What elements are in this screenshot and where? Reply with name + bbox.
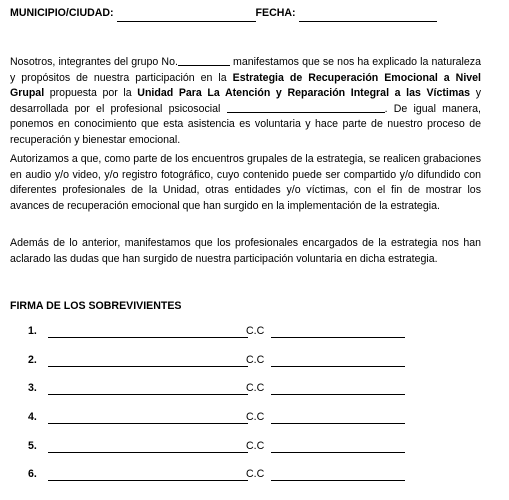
cc-label: C.C bbox=[246, 468, 265, 480]
signature-field[interactable] bbox=[48, 394, 248, 395]
row-number: 4. bbox=[28, 411, 37, 423]
para1-text-5: . De igual manera, ponemos en conocimiento que esta asistencia es voluntaria y hace parte de nuestro proceso de recuperación y bienestar emocional. bbox=[10, 102, 482, 146]
cc-label: C.C bbox=[246, 325, 265, 337]
row-number: 6. bbox=[28, 468, 37, 480]
fecha-field[interactable] bbox=[299, 9, 437, 22]
para1-text-2: manifestamos que se nos ha explicado la naturaleza y propósitos de nuestra participación en la bbox=[10, 56, 481, 84]
cc-field[interactable] bbox=[271, 480, 405, 481]
cc-label: C.C bbox=[246, 382, 265, 394]
fecha-label: FECHA: bbox=[255, 7, 296, 19]
cc-label: C.C bbox=[246, 354, 265, 366]
row-number: 5. bbox=[28, 440, 37, 452]
municipio-field[interactable] bbox=[117, 9, 256, 22]
cc-label: C.C bbox=[246, 411, 265, 423]
cc-field[interactable] bbox=[271, 452, 405, 453]
signature-field[interactable] bbox=[48, 337, 248, 338]
signature-field[interactable] bbox=[48, 366, 248, 367]
para1-text-3: propuesta por la bbox=[44, 87, 138, 100]
paragraph-consent bbox=[10, 55, 481, 149]
psychosocial-professional-field[interactable] bbox=[227, 102, 385, 113]
signatures-title: FIRMA DE LOS SOBREVIVIENTES bbox=[10, 300, 182, 312]
municipio-label: MUNICIPIO/CIUDAD: bbox=[10, 7, 114, 19]
grupo-number-field[interactable] bbox=[178, 55, 230, 66]
cc-field[interactable] bbox=[271, 423, 405, 424]
row-number: 2. bbox=[28, 354, 37, 366]
row-number: 1. bbox=[28, 325, 37, 337]
signature-field[interactable] bbox=[48, 452, 248, 453]
form-header bbox=[10, 7, 437, 22]
strategy-name: Estrategia de Recuperación Emocional a Nivel Grupal bbox=[10, 71, 481, 100]
para1-text-4: y desarrollada por el profesional psicosocial bbox=[10, 87, 481, 115]
paragraph-authorization: Autorizamos a que, como parte de los encuentros grupales de la estrategia, se realicen grabaciones en audio y/o video, y/o registro fotográfico, cuyo contenido puede ser compartido y/o difundido con diferentes profesionales de la Unidad, otras entidades y/o víctimas, con el fin de mostrar los avances de recuperación emocional que han surgido en la implementación de la estrategia. bbox=[10, 153, 481, 212]
signature-field[interactable] bbox=[48, 423, 248, 424]
row-number: 3. bbox=[28, 382, 37, 394]
paragraph-clarification: Además de lo anterior, manifestamos que los profesionales encargados de la estrategia nos han aclarado las dudas que han surgido de nuestra participación voluntaria en dicha estrategia. bbox=[10, 237, 481, 265]
unit-name: Unidad Para La Atención y Reparación Integral a las Víctimas bbox=[137, 87, 471, 100]
cc-field[interactable] bbox=[271, 366, 405, 367]
cc-field[interactable] bbox=[271, 337, 405, 338]
signature-field[interactable] bbox=[48, 480, 248, 481]
para1-text-1: Nosotros, integrantes del grupo No. bbox=[10, 56, 178, 68]
cc-label: C.C bbox=[246, 440, 265, 452]
cc-field[interactable] bbox=[271, 394, 405, 395]
